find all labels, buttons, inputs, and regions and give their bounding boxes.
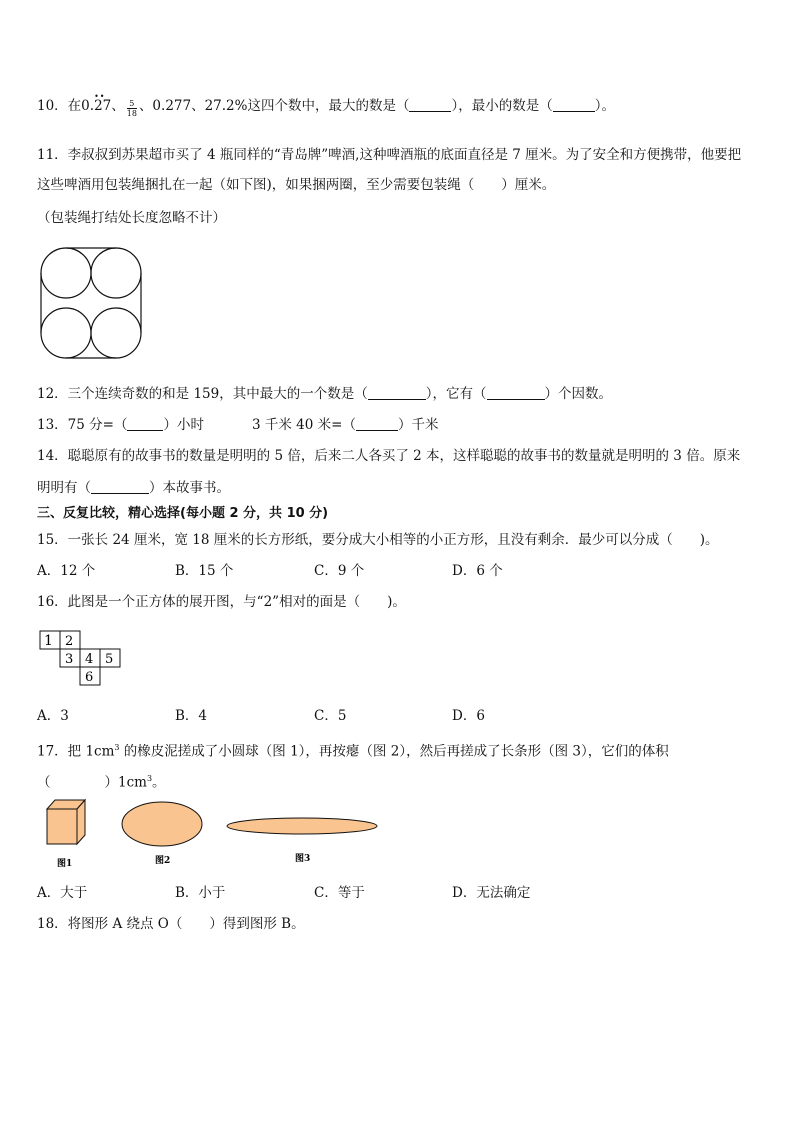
q14-line2a: 明明有（ bbox=[37, 480, 91, 496]
q12-blank-factors[interactable] bbox=[487, 386, 545, 400]
figure-3-label: 图3 bbox=[295, 854, 311, 864]
net-label-1: 1 bbox=[44, 633, 53, 649]
q14-line2 bbox=[37, 479, 230, 497]
q12-a: 12．三个连续奇数的和是 159，其中最大的一个数是（ bbox=[37, 386, 368, 402]
q15-option-b[interactable]: B．15 个 bbox=[175, 563, 234, 579]
net-label-5: 5 bbox=[105, 652, 114, 667]
figure-2-disc bbox=[122, 802, 202, 846]
q13-d: ）千米 bbox=[397, 417, 439, 433]
q16-text: 16．此图是一个正方体的展开图，与“2”相对的面是（ )。 bbox=[37, 594, 406, 610]
q13-c: 3 千米 40 米=（ bbox=[252, 417, 356, 433]
q17-option-c[interactable]: C．等于 bbox=[314, 885, 365, 901]
question-13-part2 bbox=[252, 416, 438, 434]
q18-text: 18．将图形 A 绕点 O（ ）得到图形 B。 bbox=[37, 916, 305, 932]
q11-line1: 11．李叔叔到苏果超市买了 4 瓶同样的“青岛牌”啤酒,这种啤酒瓶的底面直径是 7 厘米。为了安全和方便携带，他要把 bbox=[37, 147, 742, 163]
question-10 bbox=[37, 97, 615, 118]
q17-line1 bbox=[37, 739, 669, 761]
q10-frac-den: 18 bbox=[126, 109, 137, 118]
question-12 bbox=[37, 385, 612, 403]
q15-option-a[interactable]: A．12 个 bbox=[37, 563, 96, 579]
q17-figures bbox=[40, 796, 410, 872]
q10-prefix: 10．在0. bbox=[37, 98, 95, 114]
q10-sep: 、 bbox=[111, 98, 125, 114]
q16-option-a[interactable]: A．3 bbox=[37, 708, 69, 724]
q10-rest: 、0.277、27.2%这四个数中，最大的数是（ bbox=[138, 98, 410, 114]
q15-option-d[interactable]: D．6 个 bbox=[452, 563, 503, 579]
figure-2-label: 图2 bbox=[155, 856, 171, 866]
q16-option-d[interactable]: D．6 bbox=[452, 708, 485, 724]
q14-line1: 14．聪聪原有的故事书的数量是明明的 5 倍，后来二人各买了 2 本，这样聪聪的故事书的数量就是明明的 3 倍。原来 bbox=[37, 448, 741, 464]
q12-c: ）个因数。 bbox=[544, 386, 612, 402]
q17-option-d[interactable]: D．无法确定 bbox=[452, 885, 531, 901]
q10-repeating-digits: •• 27 bbox=[94, 97, 111, 115]
q17-text-b: 的橡皮泥搓成了小圆球（图 1），再按瘪（图 2），然后再搓成了长条形（图 3），它们的体积 bbox=[119, 743, 669, 760]
q10-frac-num: 5 bbox=[127, 99, 137, 109]
q14-blank-books[interactable] bbox=[91, 480, 149, 494]
section-3-title: 三、反复比较，精心选择(每小题 2 分，共 10 分) bbox=[37, 506, 329, 521]
q10-blank-min[interactable] bbox=[553, 98, 595, 112]
q12-blank-largest[interactable] bbox=[368, 386, 426, 400]
figure-3-strip bbox=[227, 818, 377, 834]
q13-blank-hours[interactable] bbox=[127, 417, 163, 431]
bottle-circle-2 bbox=[91, 248, 141, 298]
q17-line2b: 。 bbox=[152, 774, 166, 791]
q10-mid: ），最小的数是（ bbox=[451, 98, 553, 114]
bottle-circle-1 bbox=[41, 248, 91, 298]
q15-text: 15．一张长 24 厘米，宽 18 厘米的长方形纸，要分成大小相等的小正方形，且没有剩余．最少可以分成（ )。 bbox=[37, 532, 719, 548]
q14-line2b: ）本故事书。 bbox=[149, 480, 230, 496]
q17-text-a: 17．把 1cm bbox=[37, 743, 115, 760]
net-label-4: 4 bbox=[85, 652, 94, 667]
q10-blank-max[interactable] bbox=[409, 98, 451, 112]
q16-option-c[interactable]: C．5 bbox=[314, 708, 347, 724]
q16-option-b[interactable]: B．4 bbox=[175, 708, 208, 724]
bottle-circle-4 bbox=[91, 308, 141, 358]
q11-line2: 这些啤酒用包装绳捆扎在一起（如下图)，如果捆两圈，至少需要包装绳（ ）厘米。 bbox=[37, 177, 556, 193]
q17-text-sup: 3 bbox=[114, 743, 120, 752]
q15-option-c[interactable]: C．9 个 bbox=[314, 563, 365, 579]
net-label-6: 6 bbox=[85, 670, 94, 685]
q17-option-b[interactable]: B．小于 bbox=[175, 885, 226, 901]
figure-1-label: 图1 bbox=[57, 859, 73, 869]
q10-fraction bbox=[127, 99, 137, 118]
net-label-2: 2 bbox=[65, 634, 74, 649]
q13-blank-km[interactable] bbox=[356, 417, 398, 431]
q12-b: ），它有（ bbox=[425, 386, 487, 402]
q11-line3: （包装绳打结处长度忽略不计） bbox=[37, 210, 226, 226]
figure-1-cube bbox=[47, 800, 85, 844]
net-label-3: 3 bbox=[65, 652, 74, 667]
bottle-circle-3 bbox=[41, 308, 91, 358]
q17-option-a[interactable]: A．大于 bbox=[37, 885, 88, 901]
cube-net-diagram bbox=[39, 630, 125, 688]
q13-b: ）小时 bbox=[163, 417, 204, 433]
q17-line2-sup: 3 bbox=[146, 774, 153, 783]
q17-line2a: （ ）1cm bbox=[37, 774, 147, 791]
q17-line2 bbox=[37, 770, 166, 792]
q10-end: ）。 bbox=[594, 98, 615, 114]
question-13 bbox=[37, 416, 204, 434]
q13-a: 13．75 分=（ bbox=[37, 417, 128, 433]
bottles-diagram bbox=[38, 240, 144, 366]
